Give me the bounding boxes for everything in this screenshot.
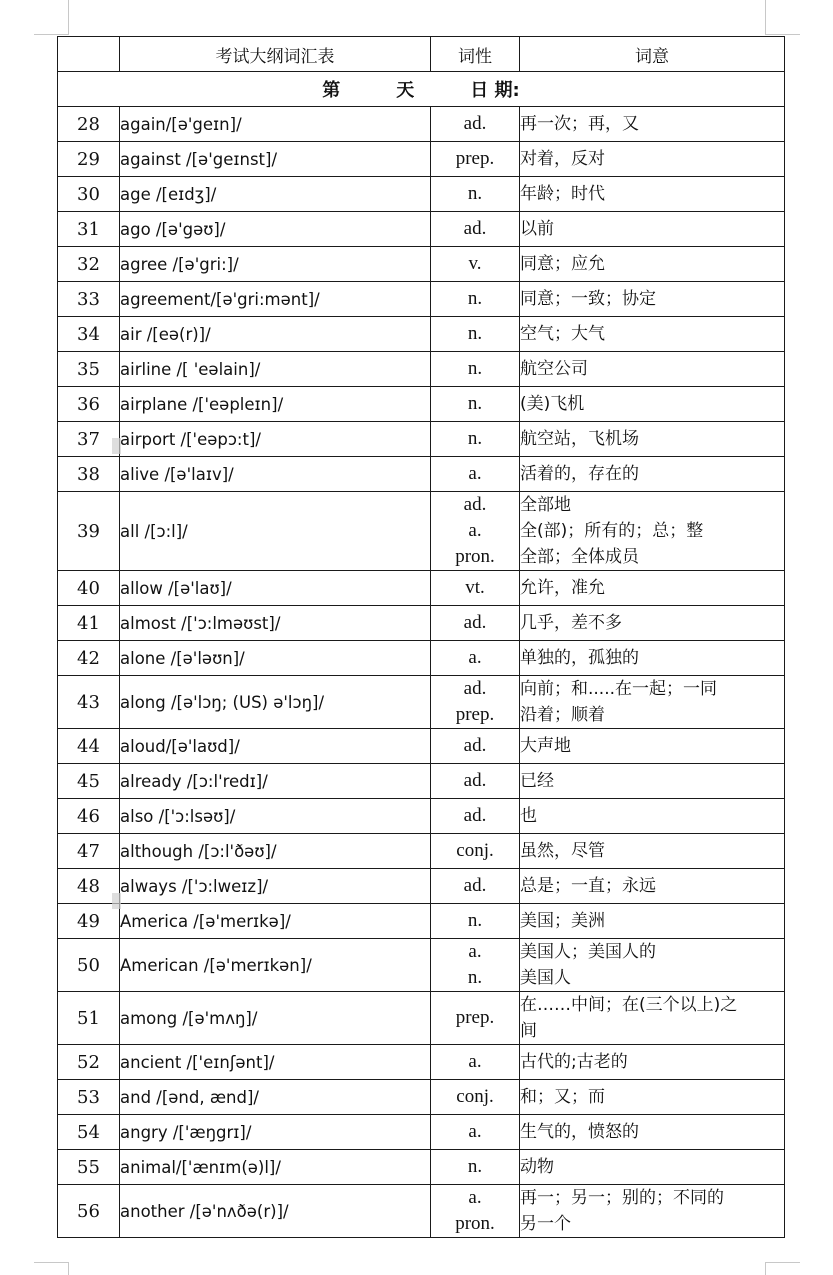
part-of-speech: n. [467,428,483,449]
row-number: 39 [58,492,120,571]
part-of-speech: ad. [463,218,487,239]
part-of-speech-cell [431,606,520,641]
part-of-speech-cell [431,1150,520,1185]
part-of-speech: n. [467,323,483,344]
meaning-line: 活着的，存在的 [520,464,639,484]
part-of-speech-cell [431,317,520,352]
crop-mark-top-left [34,0,69,35]
meaning-line: 单独的，孤独的 [520,648,639,668]
row-number: 51 [58,992,120,1045]
part-of-speech-cell [431,1115,520,1150]
word-entry: another /[ə'nʌðə(r)]/ [120,1185,431,1238]
vocabulary-table [57,36,785,1238]
meaning-cell [520,869,785,904]
part-of-speech-cell [431,1080,520,1115]
part-of-speech: a. [468,647,482,668]
meaning-cell [520,641,785,676]
meaning-line: 全部；全体成员 [520,547,639,567]
part-of-speech-cell [431,492,520,571]
word-entry: America /[ə'merɪkə]/ [120,904,431,939]
part-of-speech-cell [431,641,520,676]
scan-marker [112,438,121,454]
word-entry: ancient /['eɪnʃənt]/ [120,1045,431,1080]
meaning-line: 动物 [520,1157,554,1177]
part-of-speech-cell [431,939,520,992]
part-of-speech-cell [431,571,520,606]
part-of-speech-cell [431,352,520,387]
row-number: 32 [58,247,120,282]
part-of-speech-cell [431,387,520,422]
table-row [58,457,785,492]
meaning-line: 全部地 [520,495,571,515]
table-row [58,177,785,212]
part-of-speech: ad. [463,494,487,515]
table-row [58,422,785,457]
meaning-cell [520,177,785,212]
meaning-cell [520,282,785,317]
row-number: 33 [58,282,120,317]
part-of-speech: ad. [463,805,487,826]
table-row [58,107,785,142]
meaning-line: 再一；另一；别的；不同的 [520,1188,724,1208]
meaning-line: 允许，准允 [520,578,605,598]
meaning-cell [520,1045,785,1080]
table-row [58,212,785,247]
part-of-speech-cell [431,282,520,317]
meaning-line: 美国人 [520,968,571,988]
row-number: 37 [58,422,120,457]
meaning-line: 已经 [520,771,554,791]
word-entry: air /[eə(r)]/ [120,317,431,352]
word-entry: airline /[ 'eəlain]/ [120,352,431,387]
table-row [58,142,785,177]
meaning-line: 年龄；时代 [520,184,605,204]
meaning-cell [520,1185,785,1238]
row-number: 48 [58,869,120,904]
table-row [58,317,785,352]
word-entry: all /[ɔ:l]/ [120,492,431,571]
table-row [58,904,785,939]
row-number: 53 [58,1080,120,1115]
row-number: 47 [58,834,120,869]
word-entry: angry /['æŋgrɪ]/ [120,1115,431,1150]
meaning-cell [520,764,785,799]
row-number: 30 [58,177,120,212]
table-row [58,869,785,904]
part-of-speech: ad. [463,735,487,756]
part-of-speech: ad. [463,612,487,633]
row-number: 43 [58,676,120,729]
row-number: 38 [58,457,120,492]
part-of-speech: a. [468,1187,482,1208]
table-row [58,834,785,869]
meaning-line: 同意；应允 [520,254,605,274]
part-of-speech-cell [431,212,520,247]
header-number [58,37,120,72]
part-of-speech: prep. [455,148,495,169]
meaning-cell [520,492,785,571]
meaning-cell [520,939,785,992]
row-number: 50 [58,939,120,992]
part-of-speech: n. [467,288,483,309]
meaning-line: 也 [520,806,537,826]
table-row [58,282,785,317]
table-header-row [58,37,785,72]
meaning-cell [520,1115,785,1150]
part-of-speech: prep. [455,704,495,725]
meaning-line: 航空公司 [520,359,588,379]
part-of-speech: ad. [463,678,487,699]
meaning-cell [520,247,785,282]
meaning-cell [520,1150,785,1185]
word-entry: against /[ə'geɪnst]/ [120,142,431,177]
meaning-line: 同意；一致；协定 [520,289,656,309]
word-entry: already /[ɔ:l'redɪ]/ [120,764,431,799]
header-word: 考试大纲词汇表 [120,37,431,72]
meaning-cell [520,142,785,177]
row-number: 45 [58,764,120,799]
word-entry: ago /[ə'gəʊ]/ [120,212,431,247]
word-entry: along /[ə'lɔŋ; (US) ə'lɔŋ]/ [120,676,431,729]
part-of-speech-cell [431,177,520,212]
part-of-speech-cell [431,834,520,869]
part-of-speech: v. [468,253,482,274]
row-number: 54 [58,1115,120,1150]
crop-mark-bottom-left [34,1262,69,1275]
meaning-line: 大声地 [520,736,571,756]
crop-mark-bottom-right [765,1262,800,1275]
part-of-speech: ad. [463,113,487,134]
row-number: 46 [58,799,120,834]
meaning-cell [520,992,785,1045]
meaning-cell [520,387,785,422]
part-of-speech: n. [467,183,483,204]
part-of-speech-cell [431,799,520,834]
table-row [58,1115,785,1150]
part-of-speech-cell [431,142,520,177]
meaning-line: 和；又；而 [520,1087,605,1107]
part-of-speech: a. [468,1121,482,1142]
meaning-cell [520,317,785,352]
table-row [58,1045,785,1080]
table-row [58,387,785,422]
part-of-speech: a. [468,520,482,541]
word-entry: alive /[ə'laɪv]/ [120,457,431,492]
word-entry: American /[ə'merɪkən]/ [120,939,431,992]
table-row [58,571,785,606]
table-row [58,606,785,641]
word-entry: agree /[ə'gri:]/ [120,247,431,282]
part-of-speech: a. [468,941,482,962]
table-row [58,1080,785,1115]
part-of-speech: n. [467,393,483,414]
row-number: 55 [58,1150,120,1185]
meaning-line: 古代的;古老的 [520,1052,628,1072]
part-of-speech: n. [467,358,483,379]
meaning-line: 美国人；美国人的 [520,942,656,962]
row-number: 44 [58,729,120,764]
header-meaning: 词意 [520,37,785,72]
word-entry: among /[ə'mʌŋ]/ [120,992,431,1045]
part-of-speech: a. [468,463,482,484]
meaning-line: 间 [520,1021,537,1041]
word-entry: almost /['ɔ:lməʊst]/ [120,606,431,641]
scan-marker [112,893,121,909]
part-of-speech: conj. [456,840,494,861]
row-number: 49 [58,904,120,939]
table-row [58,641,785,676]
meaning-line: 对着，反对 [520,149,605,169]
meaning-line: 全(部)；所有的；总；整 [520,521,704,541]
word-entry: airplane /['eəpleɪn]/ [120,387,431,422]
meaning-cell [520,107,785,142]
meaning-cell [520,212,785,247]
table-row [58,676,785,729]
meaning-line: 美国；美洲 [520,911,605,931]
part-of-speech: vt. [465,577,485,598]
meaning-line: 以前 [520,219,554,239]
row-number: 34 [58,317,120,352]
row-number: 41 [58,606,120,641]
row-number: 28 [58,107,120,142]
table-row [58,352,785,387]
meaning-line: 沿着；顺着 [520,705,605,725]
meaning-cell [520,422,785,457]
part-of-speech-cell [431,1185,520,1238]
meaning-line: 再一次；再，又 [520,114,639,134]
meaning-cell [520,606,785,641]
part-of-speech: prep. [455,1007,495,1028]
word-entry: animal/['ænɪm(ə)l]/ [120,1150,431,1185]
meaning-cell [520,799,785,834]
meaning-cell [520,729,785,764]
part-of-speech-cell [431,904,520,939]
table-row [58,764,785,799]
meaning-line: 总是；一直；永远 [520,876,656,896]
meaning-line: 另一个 [520,1214,571,1234]
meaning-cell [520,352,785,387]
part-of-speech-cell [431,764,520,799]
part-of-speech: ad. [463,875,487,896]
meaning-cell [520,676,785,729]
part-of-speech: ad. [463,770,487,791]
part-of-speech: conj. [456,1086,494,1107]
day-date-label [322,80,519,101]
meaning-line: 生气的，愤怒的 [520,1122,639,1142]
word-entry: allow /[ə'laʊ]/ [120,571,431,606]
part-of-speech-cell [431,1045,520,1080]
word-entry: and /[ənd, ænd]/ [120,1080,431,1115]
word-entry: also /['ɔ:lsəʊ]/ [120,799,431,834]
row-number: 29 [58,142,120,177]
meaning-line: 几乎，差不多 [520,613,622,633]
row-number: 56 [58,1185,120,1238]
date-label: 日 期: [470,80,520,101]
meaning-cell [520,904,785,939]
header-part-of-speech: 词性 [431,37,520,72]
row-number: 40 [58,571,120,606]
row-number: 31 [58,212,120,247]
table-row [58,1150,785,1185]
meaning-cell [520,571,785,606]
word-entry: age /[eɪdʒ]/ [120,177,431,212]
part-of-speech-cell [431,992,520,1045]
meaning-line: 航空站，飞机场 [520,429,639,449]
part-of-speech: n. [467,967,483,988]
day-label-prefix: 第 [322,80,341,101]
word-entry: airport /['eəpɔ:t]/ [120,422,431,457]
part-of-speech-cell [431,729,520,764]
part-of-speech: pron. [455,546,495,567]
part-of-speech-cell [431,457,520,492]
word-entry: again/[ə'geɪn]/ [120,107,431,142]
word-entry: alone /[ə'ləʊn]/ [120,641,431,676]
day-date-row [58,72,785,107]
meaning-cell [520,834,785,869]
table-row [58,939,785,992]
table-row [58,799,785,834]
part-of-speech-cell [431,422,520,457]
part-of-speech-cell [431,676,520,729]
part-of-speech: pron. [455,1213,495,1234]
meaning-line: (美)飞机 [520,394,585,414]
part-of-speech-cell [431,107,520,142]
part-of-speech: a. [468,1051,482,1072]
table-row [58,492,785,571]
crop-mark-top-right [765,0,800,35]
day-label-suffix: 天 [396,80,415,101]
table-row [58,992,785,1045]
row-number: 52 [58,1045,120,1080]
part-of-speech: n. [467,1156,483,1177]
part-of-speech: n. [467,910,483,931]
part-of-speech-cell [431,869,520,904]
table-row [58,729,785,764]
meaning-line: 在……中间；在(三个以上)之 [520,995,738,1015]
meaning-line: 虽然，尽管 [520,841,605,861]
row-number: 35 [58,352,120,387]
meaning-line: 向前；和.....在一起；一同 [520,679,718,699]
part-of-speech-cell [431,247,520,282]
row-number: 36 [58,387,120,422]
table-row [58,247,785,282]
word-entry: aloud/[ə'laʊd]/ [120,729,431,764]
word-entry: although /[ɔ:l'ðəʊ]/ [120,834,431,869]
meaning-cell [520,457,785,492]
word-entry: agreement/[ə'gri:mənt]/ [120,282,431,317]
row-number: 42 [58,641,120,676]
meaning-cell [520,1080,785,1115]
meaning-line: 空气；大气 [520,324,605,344]
table-row [58,1185,785,1238]
word-entry: always /['ɔ:lweɪz]/ [120,869,431,904]
